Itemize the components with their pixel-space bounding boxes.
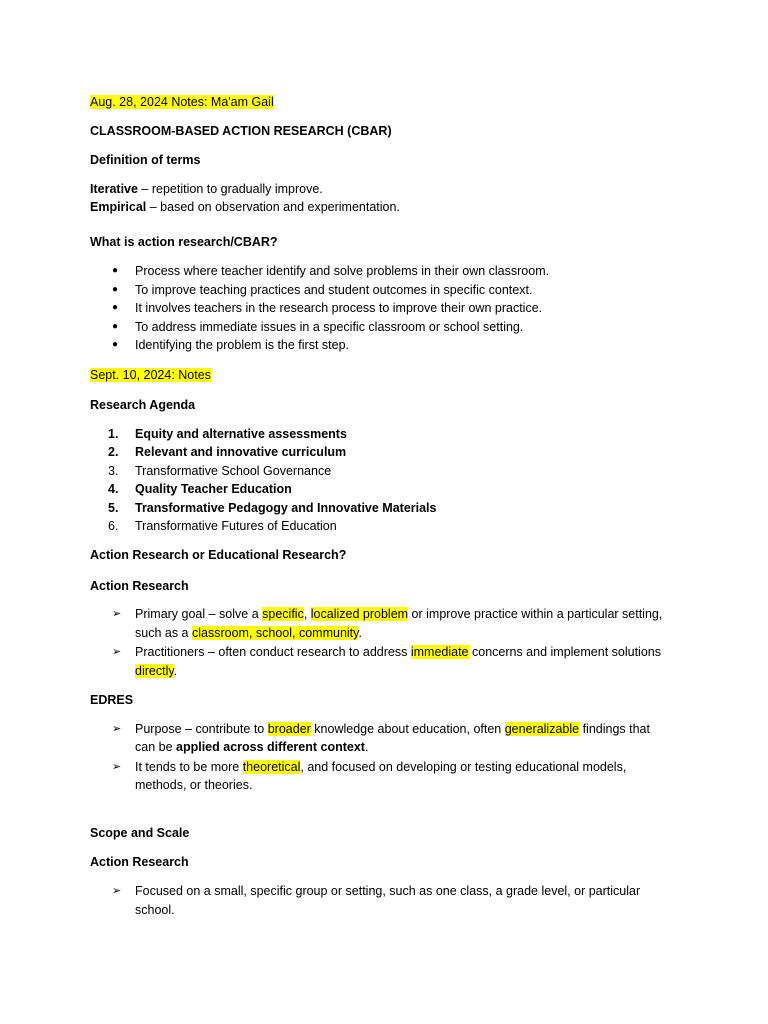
comparison-heading: Action Research or Educational Research? (90, 548, 347, 562)
scope-heading: Scope and Scale (90, 826, 190, 840)
agenda-item: Transformative Pedagogy and Innovative Materials (135, 501, 437, 515)
paragraph-line: Purpose – contribute to broader knowledge about education, often generalizable findings that (135, 722, 650, 736)
edres-heading: EDRES (90, 693, 134, 707)
list-number: 4. (108, 482, 119, 496)
definitions-heading: Definition of terms (90, 153, 201, 167)
list-number: 5. (108, 501, 119, 515)
arrow-bullet-icon: ➢ (112, 885, 122, 897)
paragraph-line: Focused on a small, specific group or setting, such as one class, a grade level, or particular (135, 884, 641, 898)
agenda-item: Transformative Futures of Education (135, 519, 337, 533)
bullet-icon: ● (112, 284, 119, 295)
list-number: 1. (108, 427, 119, 441)
agenda-item: Relevant and innovative curriculum (135, 445, 347, 459)
paragraph-line: Primary goal – solve a specific, localized problem or improve practice within a particular setting, (135, 607, 663, 621)
arrow-bullet-icon: ➢ (112, 608, 122, 620)
paragraph-line: can be applied across different context. (135, 740, 369, 754)
agenda-heading: Research Agenda (90, 398, 196, 412)
arrow-bullet-icon: ➢ (112, 646, 122, 658)
list-number: 6. (108, 519, 119, 533)
document-title: CLASSROOM-BASED ACTION RESEARCH (CBAR) (90, 124, 392, 138)
bullet-icon: ● (112, 302, 119, 313)
list-item: It involves teachers in the research process to improve their own practice. (135, 301, 543, 315)
definition-iterative: Iterative – repetition to gradually improve. (90, 182, 323, 196)
bullet-icon: ● (112, 321, 119, 332)
date-note-2: Sept. 10, 2024: Notes (90, 368, 211, 382)
agenda-item: Quality Teacher Education (135, 482, 292, 496)
arrow-bullet-icon: ➢ (112, 723, 122, 735)
arrow-bullet-icon: ➢ (112, 761, 122, 773)
definition-empirical: Empirical – based on observation and experimentation. (90, 200, 400, 214)
paragraph-line: school. (135, 903, 175, 917)
list-item: Identifying the problem is the first step. (135, 338, 349, 352)
action-research-heading: Action Research (90, 579, 189, 593)
list-item: To address immediate issues in a specific classroom or school setting. (135, 320, 524, 334)
list-item: To improve teaching practices and student outcomes in specific context. (135, 283, 533, 297)
bullet-icon: ● (112, 339, 119, 350)
list-number: 2. (108, 445, 119, 459)
bullet-icon: ● (112, 265, 119, 276)
date-note-1: Aug. 28, 2024 Notes: Ma'am Gail (90, 95, 274, 109)
list-item: Process where teacher identify and solve problems in their own classroom. (135, 264, 550, 278)
paragraph-line: It tends to be more theoretical, and focused on developing or testing educational models, (135, 760, 627, 774)
agenda-item: Equity and alternative assessments (135, 427, 347, 441)
paragraph-line: Practitioners – often conduct research to address immediate concerns and implement solutions (135, 645, 661, 659)
paragraph-line: such as a classroom, school, community. (135, 626, 362, 640)
scope-action-research-heading: Action Research (90, 855, 189, 869)
paragraph-line: methods, or theories. (135, 778, 253, 792)
list-number: 3. (108, 464, 119, 478)
agenda-item: Transformative School Governance (135, 464, 332, 478)
paragraph-line: directly. (135, 664, 178, 678)
what-is-heading: What is action research/CBAR? (90, 235, 278, 249)
